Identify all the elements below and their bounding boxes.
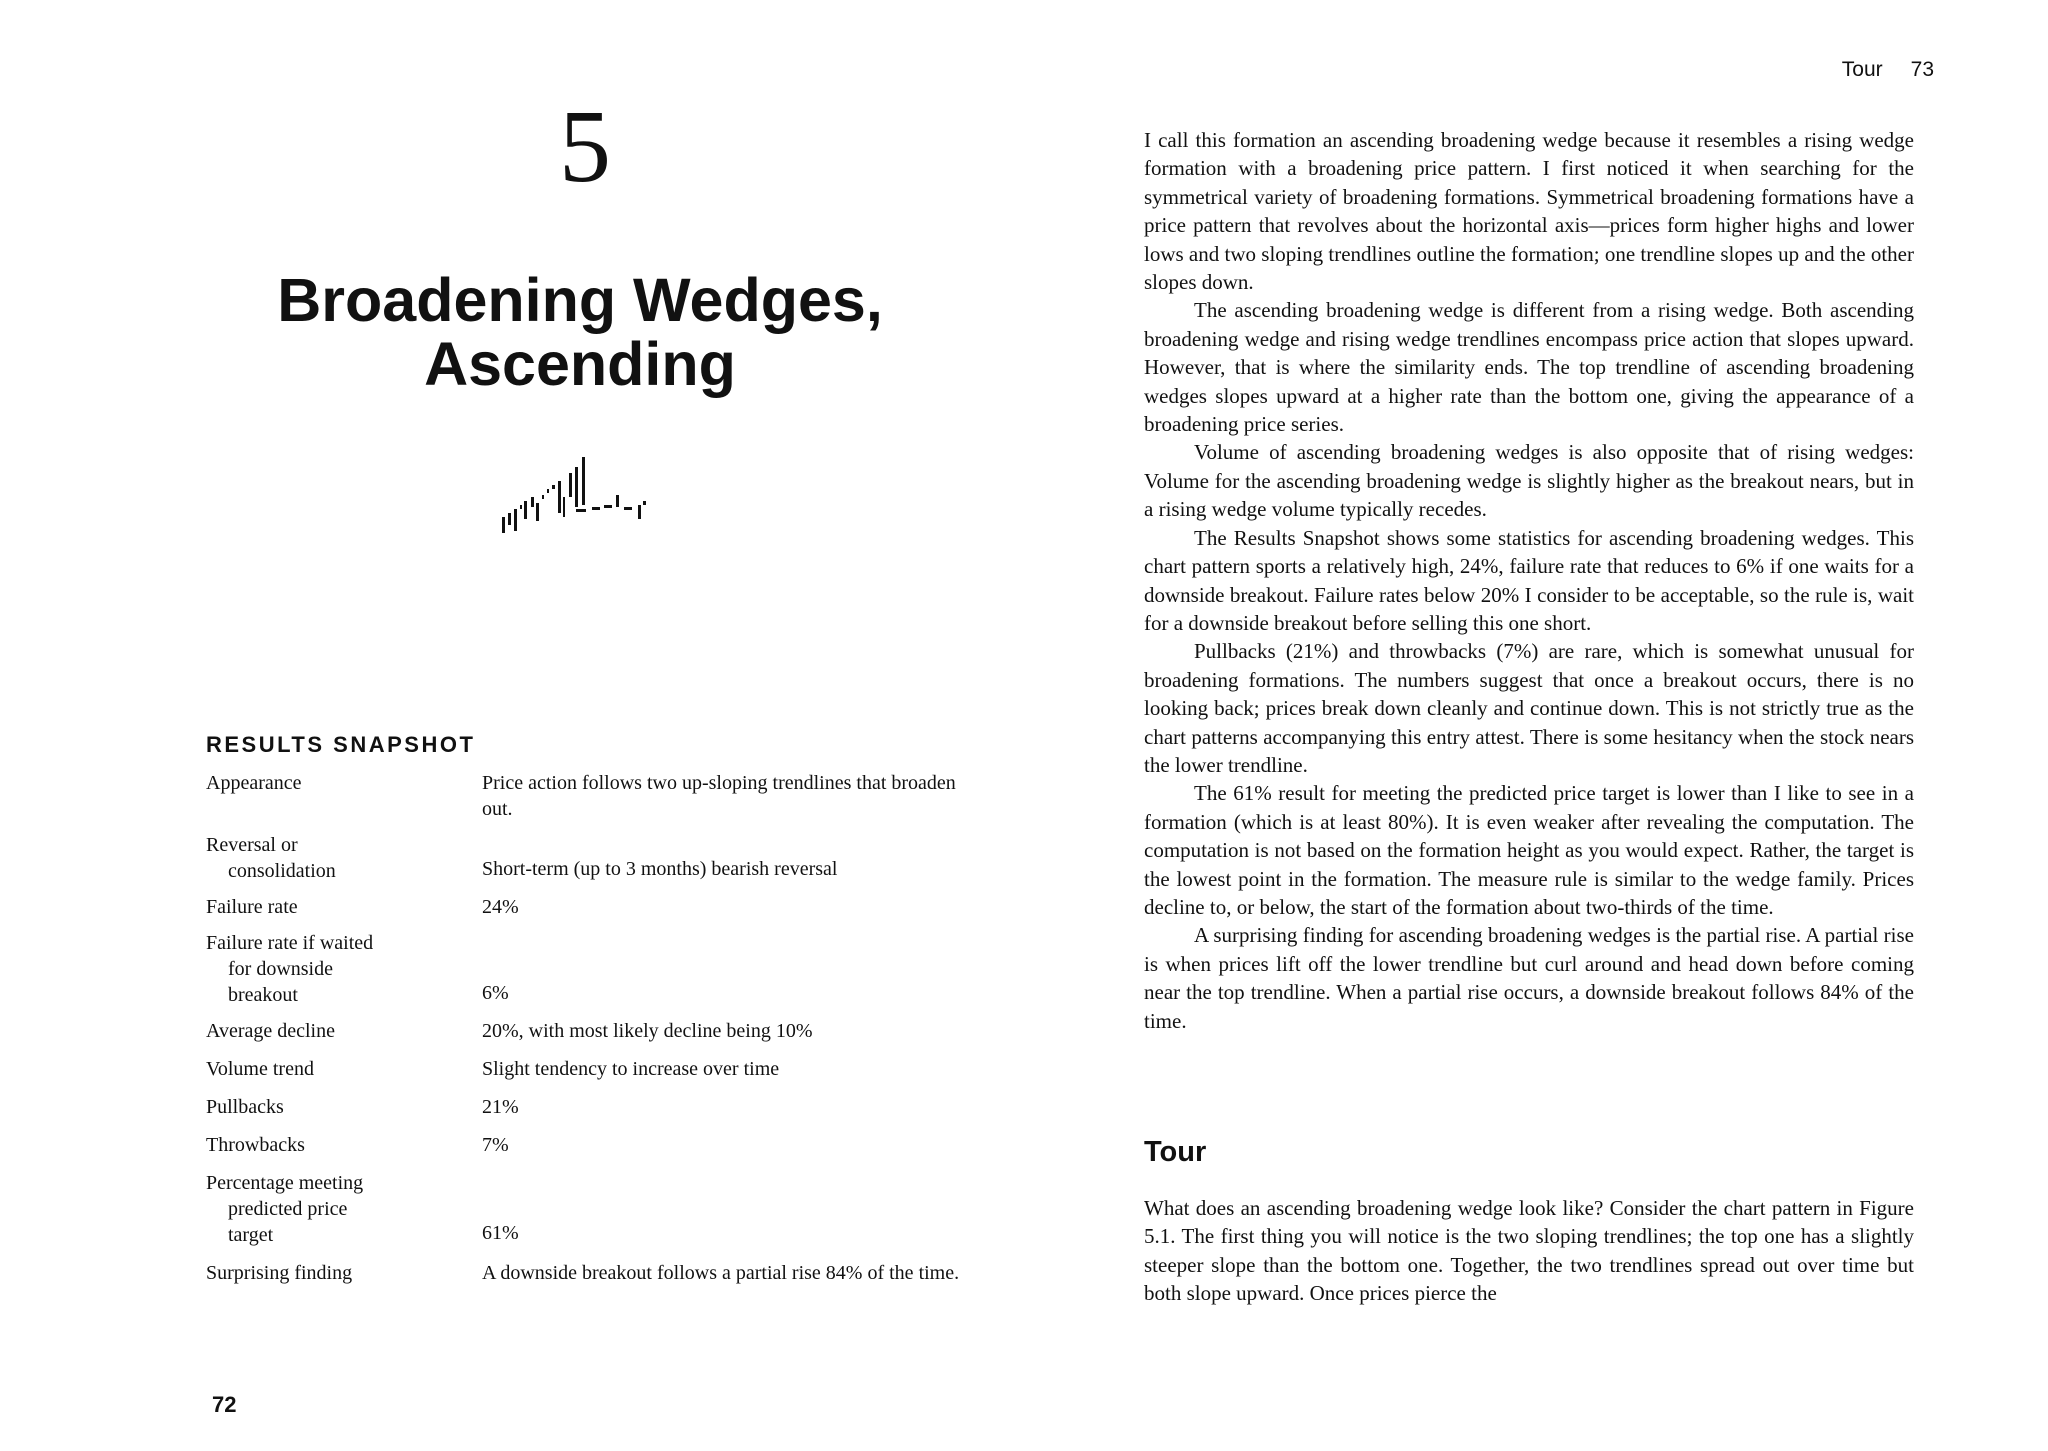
paragraph: The 61% result for meeting the predicted price target is lower than I like to see in a formation (which is at least 80%). It is even weaker after revealing the computation. The computation is not based on the formation height as you would expect. Rather, the target is the lowest point in the formation. The measure rule is similar to the wedge family. Prices decline to, or below, the start of the formation about two-thirds of the time. xyxy=(1144,781,1914,919)
chapter-title-line-1: Broadening Wedges, xyxy=(277,266,883,334)
snapshot-value: Slight tendency to increase over time xyxy=(482,1058,780,1080)
snapshot-label xyxy=(206,1132,466,1158)
right-page xyxy=(1024,0,2048,1451)
snapshot-value: Price action follows two up-sloping trendlines that broaden out. xyxy=(482,772,956,820)
snapshot-label-line: Pullbacks xyxy=(206,1096,284,1118)
section-heading: Tour xyxy=(1144,1136,1207,1168)
paragraph: Pullbacks (21%) and throwbacks (7%) are rare, which is somewhat unusual for broadening formations. The numbers suggest that once a breakout occurs, there is no looking back; prices break down cleanly and continue down. This is not strictly true as the chart patterns accompanying this entry attest. There is some hesitancy when the stock nears the lower trendline. xyxy=(1144,639,1914,777)
snapshot-label-line: Volume trend xyxy=(206,1058,314,1080)
snapshot-label xyxy=(206,1094,466,1120)
snapshot-label xyxy=(206,1260,466,1286)
chapter-number: 5 xyxy=(559,89,611,204)
paragraph: Volume of ascending broadening wedges is also opposite that of rising wedges: Volume for the ascending broadening wedge is slightly higher as the breakout nears, but in a rising wedge volume typically recedes. xyxy=(1144,440,1914,522)
snapshot-label-line: breakout xyxy=(228,984,298,1006)
paragraph: I call this formation an ascending broadening wedge because it resembles a rising wedge formation with a broadening price pattern. I first noticed it when searching for the symmetrical variety of broadening formations. Symmetrical broadening formations have a price pattern that revolves about the horizontal axis—prices form higher highs and lower lows and two sloping trendlines outline the formation; one trendline slopes up and the other slopes down. xyxy=(1144,128,1914,295)
snapshot-value: 61% xyxy=(482,1222,519,1244)
snapshot-label xyxy=(206,930,466,1008)
snapshot-value: 20%, with most likely decline being 10% xyxy=(482,1020,813,1042)
tour-text xyxy=(1144,1194,1914,1308)
snapshot-value: 7% xyxy=(482,1134,509,1156)
snapshot-label-line: target xyxy=(228,1224,274,1246)
snapshot-value: 21% xyxy=(482,1096,519,1118)
body-text xyxy=(1144,126,1914,1035)
snapshot-label-line: predicted price xyxy=(228,1198,348,1220)
chapter-title-line-2: Ascending xyxy=(424,330,736,398)
snapshot-label-line: Surprising finding xyxy=(206,1262,353,1284)
snapshot-label xyxy=(206,770,466,796)
results-snapshot-heading: RESULTS SNAPSHOT xyxy=(206,732,476,757)
snapshot-label-line: Failure rate xyxy=(206,896,298,918)
snapshot-value: Short-term (up to 3 months) bearish reversal xyxy=(482,858,838,880)
snapshot-value: 6% xyxy=(482,982,509,1004)
snapshot-label-line: Reversal or xyxy=(206,834,298,856)
page-number: 72 xyxy=(212,1392,237,1417)
running-head xyxy=(1784,58,1934,82)
snapshot-label-line: Throwbacks xyxy=(206,1134,305,1156)
snapshot-label xyxy=(206,1018,466,1044)
snapshot-label-line: Appearance xyxy=(206,772,302,794)
running-head-title: Tour xyxy=(1841,58,1883,81)
snapshot-label-line: for downside xyxy=(228,958,333,980)
page-number: 73 xyxy=(1910,58,1934,81)
snapshot-label-line: Percentage meeting xyxy=(206,1172,364,1194)
broadening-wedge-chart-icon xyxy=(500,445,680,545)
paragraph: What does an ascending broadening wedge look like? Consider the chart pattern in Figure 5.1. The first thing you will notice is the two sloping trendlines; the top one has a slightly steeper slope than the bottom one. Together, the two trendlines spread out over time but both slope upward. Once prices pierce the xyxy=(1144,1196,1914,1306)
snapshot-value: 24% xyxy=(482,896,519,918)
snapshot-label-line: Average decline xyxy=(206,1020,335,1042)
chapter-title xyxy=(230,268,930,396)
paragraph: The ascending broadening wedge is different from a rising wedge. Both ascending broadening wedge and rising wedge trendlines encompass price action that slopes upward. However, that is where the similarity ends. The top trendline of ascending broadening wedges slopes upward at a higher rate than the bottom one, giving the appearance of a broadening price series. xyxy=(1144,298,1914,437)
snapshot-label xyxy=(206,894,466,920)
snapshot-label-line: Failure rate if waited xyxy=(206,932,374,954)
snapshot-label xyxy=(206,832,466,884)
snapshot-value: A downside breakout follows a partial rise 84% of the time. xyxy=(482,1262,960,1284)
snapshot-label xyxy=(206,1056,466,1082)
paragraph: The Results Snapshot shows some statistics for ascending broadening wedges. This chart pattern sports a relatively high, 24%, failure rate that reduces to 6% if one waits for a downside breakout. Failure rates below 20% I consider to be acceptable, so the rule is, wait for a downside breakout before selling this one short. xyxy=(1144,525,1914,635)
snapshot-label-line: consolidation xyxy=(228,860,336,882)
snapshot-label xyxy=(206,1170,466,1248)
paragraph: A surprising finding for ascending broadening wedges is the partial rise. A partial rise is when prices lift off the lower trendline but curl around and head down before coming near the top trendline. When a partial rise occurs, a downside breakout follows 84% of the time. xyxy=(1144,923,1914,1033)
